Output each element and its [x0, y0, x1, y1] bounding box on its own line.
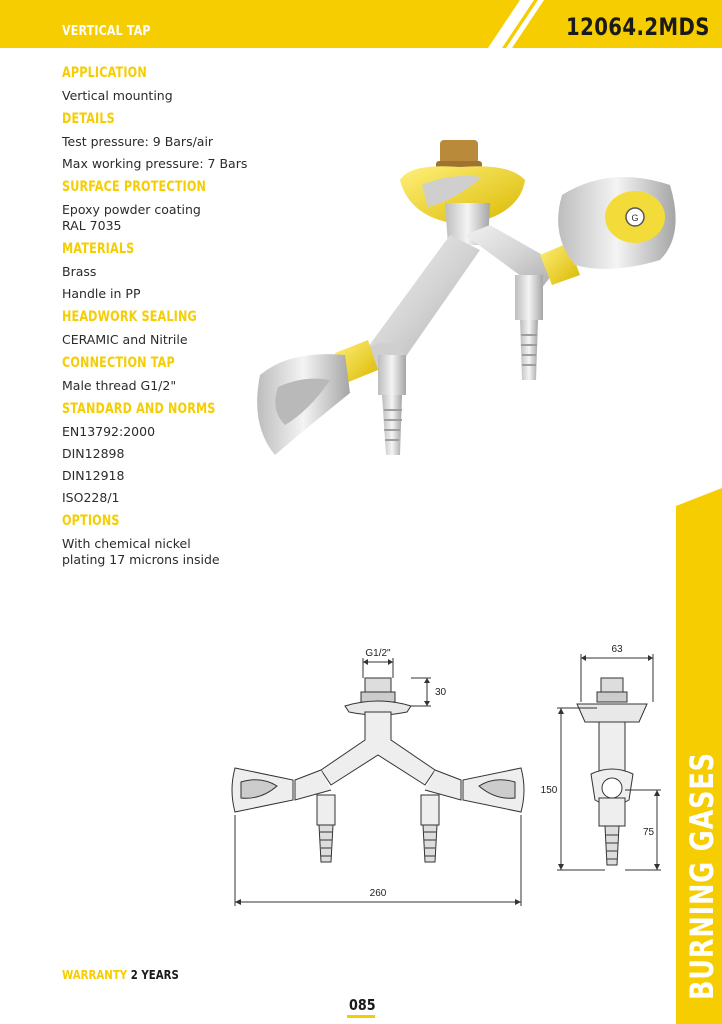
spec-heading: SURFACE PROTECTION	[62, 179, 207, 195]
spec-line: ISO228/1	[62, 490, 120, 505]
dim-side-height: 150	[540, 785, 558, 796]
spec-heading: OPTIONS	[62, 513, 120, 529]
warranty	[62, 968, 179, 982]
spec-line: EN13792:2000	[62, 424, 156, 439]
product-code: 12064.2MDS	[566, 13, 710, 41]
spec-heading: DETAILS	[62, 111, 115, 127]
svg-text:G: G	[631, 213, 639, 223]
dim-height-top: 30	[435, 687, 447, 698]
spec-line: With chemical nickel	[62, 536, 191, 551]
spec-heading: MATERIALS	[62, 241, 135, 257]
spec-line: Test pressure: 9 Bars/air	[62, 134, 214, 149]
spec-line: Max working pressure: 7 Bars	[62, 156, 248, 171]
dim-side-outlet: 75	[643, 827, 655, 838]
dim-side-width: 63	[611, 644, 623, 655]
spec-line: Vertical mounting	[62, 88, 173, 103]
spec-heading: APPLICATION	[62, 65, 147, 81]
spec-heading: STANDARD AND NORMS	[62, 401, 216, 417]
spec-line: DIN12898	[62, 446, 125, 461]
spec-line: CERAMIC and Nitrile	[62, 332, 188, 347]
warranty-label: WARRANTY	[62, 968, 128, 982]
header-title: VERTICAL TAP	[62, 24, 151, 39]
spec-section-application	[62, 64, 322, 104]
technical-drawing	[225, 640, 675, 910]
spec-line: Epoxy powder coating	[62, 202, 201, 217]
dim-thread: G1/2"	[365, 648, 391, 659]
spec-line: Brass	[62, 264, 97, 279]
spec-line: DIN12918	[62, 468, 125, 483]
spec-heading: CONNECTION TAP	[62, 355, 175, 371]
dim-width-total: 260	[369, 888, 387, 899]
page-number: 085	[349, 996, 376, 1014]
spec-line: RAL 7035	[62, 218, 122, 233]
spec-line: Handle in PP	[62, 286, 141, 301]
spec-heading: HEADWORK SEALING	[62, 309, 197, 325]
page-number-underline	[347, 1015, 375, 1018]
spec-section-options	[62, 512, 322, 568]
spec-line: plating 17 microns inside	[62, 552, 220, 567]
category-label: BURNING GASES	[683, 752, 721, 1000]
warranty-value: 2 YEARS	[130, 968, 179, 982]
product-image	[250, 125, 700, 475]
spec-line: Male thread G1/2"	[62, 378, 177, 393]
